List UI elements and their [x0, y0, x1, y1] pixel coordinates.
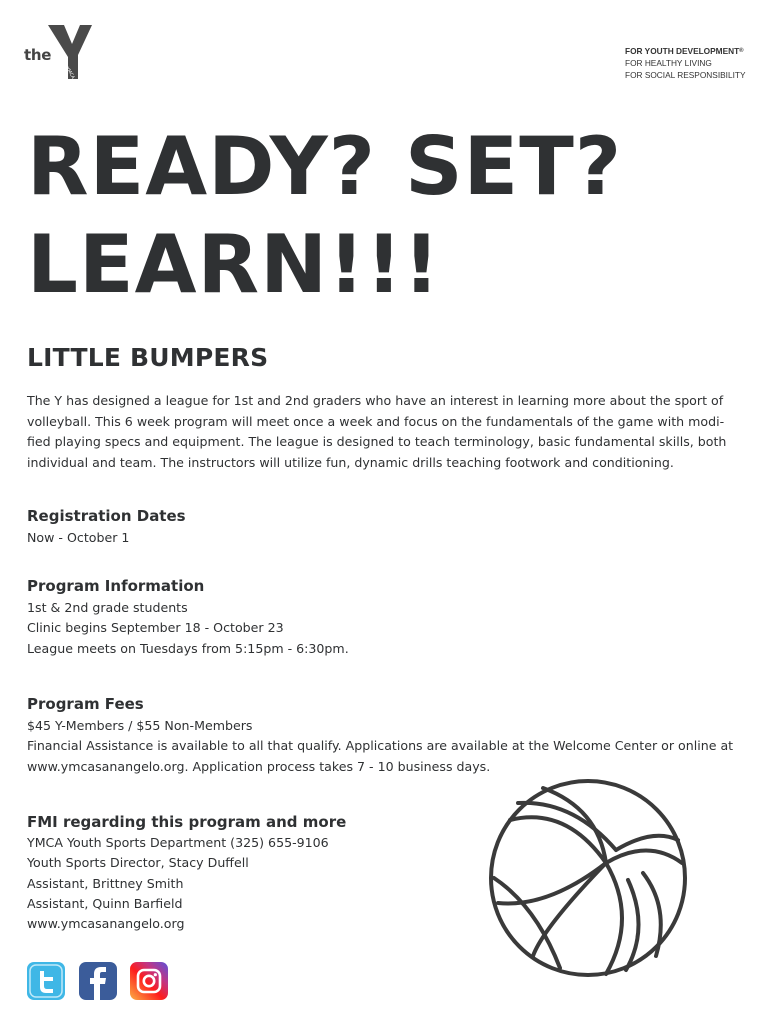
logo-the-text: the [24, 46, 52, 64]
ymca-tagline [625, 45, 765, 82]
headline-line-1: READY? SET? [27, 120, 623, 213]
program-info-line: League meets on Tuesdays from 5:15pm - 6:30pm. [27, 640, 349, 656]
tagline-line-2: FOR HEALTHY LIVING [625, 58, 712, 69]
contact-line: Assistant, Brittney Smith [27, 875, 184, 891]
fees-line: $45 Y-Members / $55 Non-Members [27, 718, 253, 733]
financial-assistance-text: Financial Assistance is available to all that qualify. Applications are available at the Welcome Center or online at www.ymcasanangelo.org. Application process takes 7 - 10 business days. [27, 738, 734, 774]
fmi-heading: FMI regarding this program and more [27, 813, 347, 831]
program-description: The Y has designed a league for 1st and 2nd graders who have an interest in learning more about the sport of volleyball. This 6 week program will meet once a week and focus on the fundamentals of the game with modi-fied playing specs and equipment. The league is designed to teach terminology, basic fundamental skills, both individual and team. The instructors will utilize fun, dynamic drills teaching footwork and conditioning. [27, 393, 727, 470]
fmi-contacts [27, 833, 329, 934]
program-info-details [27, 598, 349, 659]
program-info-line: Clinic begins September 18 - October 23 [27, 620, 284, 636]
twitter-icon[interactable] [27, 962, 65, 1000]
facebook-icon[interactable] [79, 962, 117, 1000]
registration-line: Now - October 1 [27, 530, 130, 545]
contact-line: Assistant, Quinn Barfield [27, 895, 183, 911]
contact-line: Youth Sports Director, Stacy Duffell [27, 855, 249, 871]
registration-details [27, 528, 129, 548]
headline-line-2: LEARN!!! [27, 218, 441, 311]
contact-line: YMCA Youth Sports Department (325) 655-9106 [27, 835, 329, 850]
program-info-line: 1st & 2nd grade students [27, 600, 188, 615]
program-info-heading: Program Information [27, 577, 205, 595]
instagram-icon[interactable] [130, 962, 168, 1000]
website-link[interactable]: www.ymcasanangelo.org [27, 916, 185, 932]
program-title: LITTLE BUMPERS [27, 343, 269, 372]
fees-heading: Program Fees [27, 695, 144, 713]
ymca-y-mark [22, 22, 98, 82]
fees-details [27, 716, 741, 777]
logo-ymca-text: YMCA [64, 66, 76, 81]
tagline-line-3: FOR SOCIAL RESPONSIBILITY [625, 70, 746, 81]
volleyball-icon [488, 778, 688, 978]
ymca-logo [22, 22, 98, 82]
headline [27, 118, 747, 314]
registration-heading: Registration Dates [27, 507, 186, 525]
tagline-line-1: FOR YOUTH DEVELOPMENT® [625, 46, 744, 56]
